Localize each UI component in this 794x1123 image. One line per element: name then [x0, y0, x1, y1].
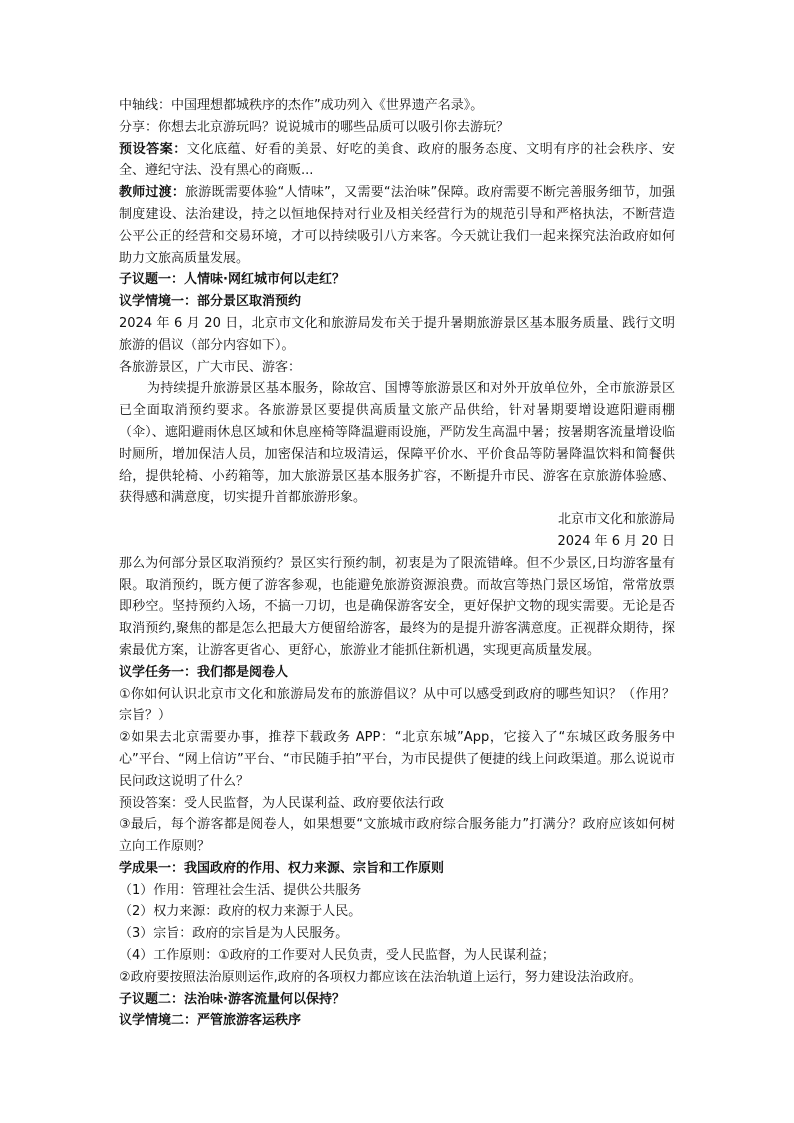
result-1-heading: 学成果一：我国政府的作用、权力来源、宗旨和工作原则: [119, 860, 445, 876]
document-body: [119, 95, 675, 1032]
notice-salutation: 各旅游景区，广大市民、游客：: [119, 359, 302, 375]
notice-body: 为持续提升旅游景区基本服务，除故宫、国博等旅游景区和对外开放单位外，全市旅游景区已全面取消预约要求。各旅游景区要提供高质量文旅产品供给，针对暑期要增设遮阳避雨棚（伞）、遮阳避雨休息区域和休息座椅等降温避雨设施，严防发生高温中暑；按暑期客流量增设临时厕所，增加保洁人员，加密保洁和垃圾清运，保障平价水、平价食品等防暑降温饮料和简餐供给，提供轮椅、小药箱等，加大旅游景区基本服务扩容，不断提升市民、游客在京旅游体验感、获得感和满意度，切实提升首都旅游形象。: [119, 381, 675, 506]
notice-signature: 北京市文化和旅游局: [557, 512, 675, 528]
task-1-question-2-answer: 预设答案：受人民监督，为人民谋利益、政府要依法行政: [119, 795, 445, 811]
task-1-question-2: ②如果去北京需要办事，推荐下载政务 APP：“北京东城”App，它接入了“东城区政务服务中心”平台、“网上信访”平台、“市民随手拍”平台，为市民提供了便捷的线上问政渠道。那么说说市民问政这说明了什么？: [119, 730, 675, 789]
preset-answer-label: 预设答案：: [119, 141, 187, 157]
scene-1-analysis: 那么为何部分景区取消预约？景区实行预约制，初衷是为了限流错峰。但不少景区,日均游客量有限。取消预约，既方便了游客参观，也能避免旅游资源浪费。而故宫等热门景区场馆，常常放票即秒空。坚持预约入场，不搞一刀切，也是确保游客安全，更好保护文物的现实需要。无论是否取消预约,聚焦的都是怎么把最大方便留给游客，最终为的是提升游客满意度。正视群众期待，探索最优方案，让游客更省心、更舒心，旅游业才能抓住新机遇，实现更高质量发展。: [119, 555, 675, 658]
scene-1-intro: 2024 年 6 月 20 日，北京市文化和旅游局发布关于提升暑期旅游景区基本服务质量、践行文明旅游的倡议（部分内容如下）。: [119, 315, 675, 353]
result-1-item: （4）工作原则：①政府的工作要对人民负责，受人民监督，为人民谋利益；: [119, 948, 555, 964]
teacher-transition: [119, 182, 675, 269]
preset-answer-text: 文化底蕴、好看的美景、好吃的美食、政府的服务态度、文明有序的社会秩序、安全、遵纪守法、没有黑心的商贩...: [119, 141, 675, 179]
result-1-item: ②政府要按照法治原则运作,政府的各项权力都应该在法治轨道上运行，努力建设法治政府。: [119, 969, 642, 985]
teacher-transition-label: 教师过渡：: [119, 185, 186, 201]
scene-1-heading: 议学情境一：部分景区取消预约: [119, 294, 302, 310]
result-1-item: （2）权力来源：政府的权力来源于人民。: [119, 904, 362, 920]
teacher-transition-text: 旅游既需要体验“人情味”，又需要“法治味”保障。政府需要不断完善服务细节，加强制度建设、法治建设，持之以恒地保持对行业及相关经营行为的规范引导和严格执法，不断营造公平公正的经营和交易环境，才可以持续吸引八方来客。今天就让我们一起来探究法治政府如何助力文旅高质量发展。: [119, 185, 675, 266]
intro-line: 中轴线：中国理想都城秩序的杰作”成功列入《世界遗产名录》。: [119, 98, 484, 113]
share-question: 分享：你想去北京游玩吗？说说城市的哪些品质可以吸引你去游玩？: [119, 119, 510, 135]
preset-answer: [119, 139, 675, 183]
result-1-item: （1）作用：管理社会生活、提供公共服务: [119, 882, 362, 898]
scene-2-heading: 议学情境二：严管旅游客运秩序: [119, 1013, 302, 1029]
task-1-heading: 议学任务一：我们都是阅卷人: [119, 664, 289, 680]
result-1-item: （3）宗旨：政府的宗旨是为人民服务。: [119, 926, 349, 942]
subtopic-2-heading: 子议题二：法治味·游客流量何以保持？: [119, 991, 345, 1007]
task-1-question-1: ①你如何认识北京市文化和旅游局发布的旅游倡议？从中可以感受到政府的哪些知识？（作用？宗旨？）: [119, 686, 675, 724]
task-1-question-3: ③最后，每个游客都是阅卷人，如果想要“文旅城市政府综合服务能力”打满分？政府应该如何树立向工作原则？: [119, 817, 675, 855]
notice-date: 2024 年 6 月 20 日: [557, 533, 675, 549]
subtopic-1-heading: 子议题一：人情味·网红城市何以走红？: [119, 272, 345, 288]
